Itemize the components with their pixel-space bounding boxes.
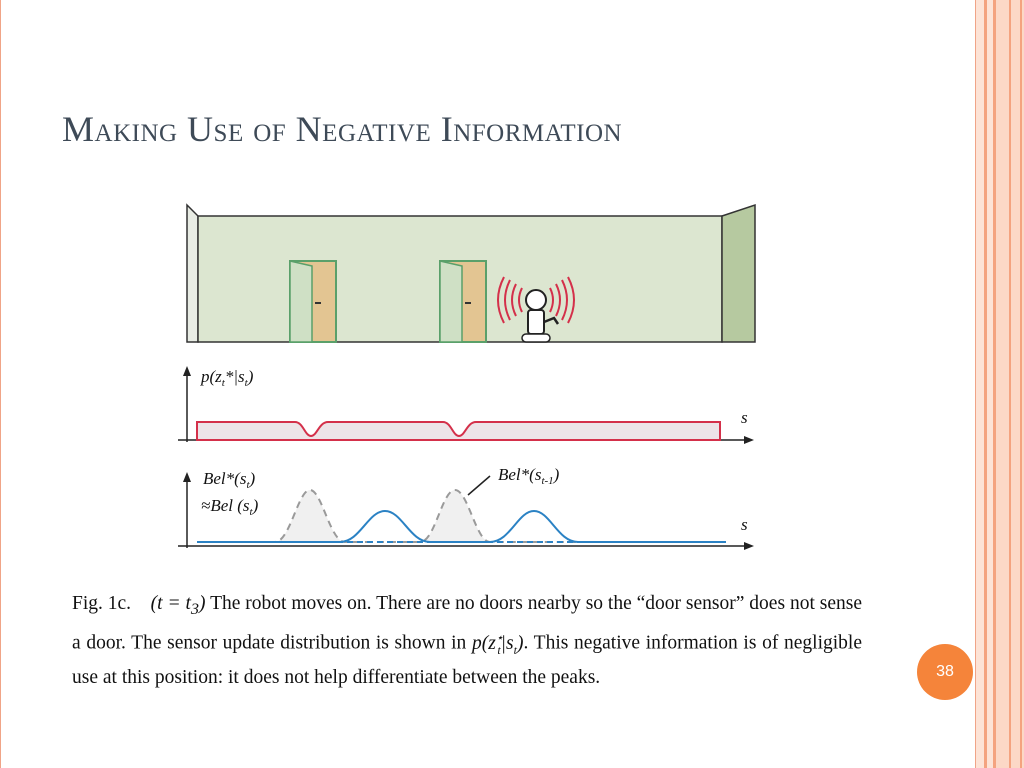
y-axis-arrow	[183, 472, 191, 482]
caption-formula: $p(z^⋆_t|s_t)$	[471, 630, 524, 657]
door-1	[290, 261, 336, 342]
x-axis-arrow	[744, 542, 754, 550]
sensor-plot-label: $p(z_t*|s_t)$	[201, 367, 254, 389]
sensor-curve	[197, 422, 720, 440]
sensor-axis-label: s	[741, 408, 748, 427]
belief-axis-label: s	[741, 515, 748, 534]
caption-text-2: . This negative information is of negligible use at this position: it does not help differentiate between the peaks.	[72, 632, 862, 689]
sensor-model-plot	[178, 366, 754, 444]
caption-text-1: The robot moves on. There are no doors nearby so the “door sensor” does not sense a door. The sensor update distribution is shown in	[72, 593, 862, 654]
y-axis-arrow	[183, 366, 191, 376]
figure-caption	[72, 590, 862, 693]
prior-annotation: $Bel*(s_{t-1})$	[498, 465, 560, 487]
annotation-leader	[468, 476, 490, 495]
decor-stripe	[1020, 0, 1022, 768]
robot-localization-figure	[170, 200, 770, 560]
caption-fig-label: Fig. 1c.	[72, 593, 132, 614]
prior-belief-curve	[197, 490, 725, 542]
corridor-scene	[187, 205, 755, 342]
belief-label-line2: ≈Bel $(s_t)$	[201, 496, 259, 518]
x-axis-arrow	[744, 436, 754, 444]
caption-condition: $(t = t_3)$	[150, 593, 206, 618]
belief-label-line1: $Bel*(s_t)$	[203, 469, 256, 491]
decor-stripe	[976, 0, 984, 768]
left-wall	[187, 205, 198, 342]
page-number-badge: 38	[917, 644, 973, 700]
slide-title: Making Use of Negative Information	[62, 109, 623, 149]
decor-stripe	[1009, 0, 1011, 768]
door-2	[440, 261, 486, 342]
right-wall	[722, 205, 755, 342]
belief-plot	[178, 465, 754, 550]
